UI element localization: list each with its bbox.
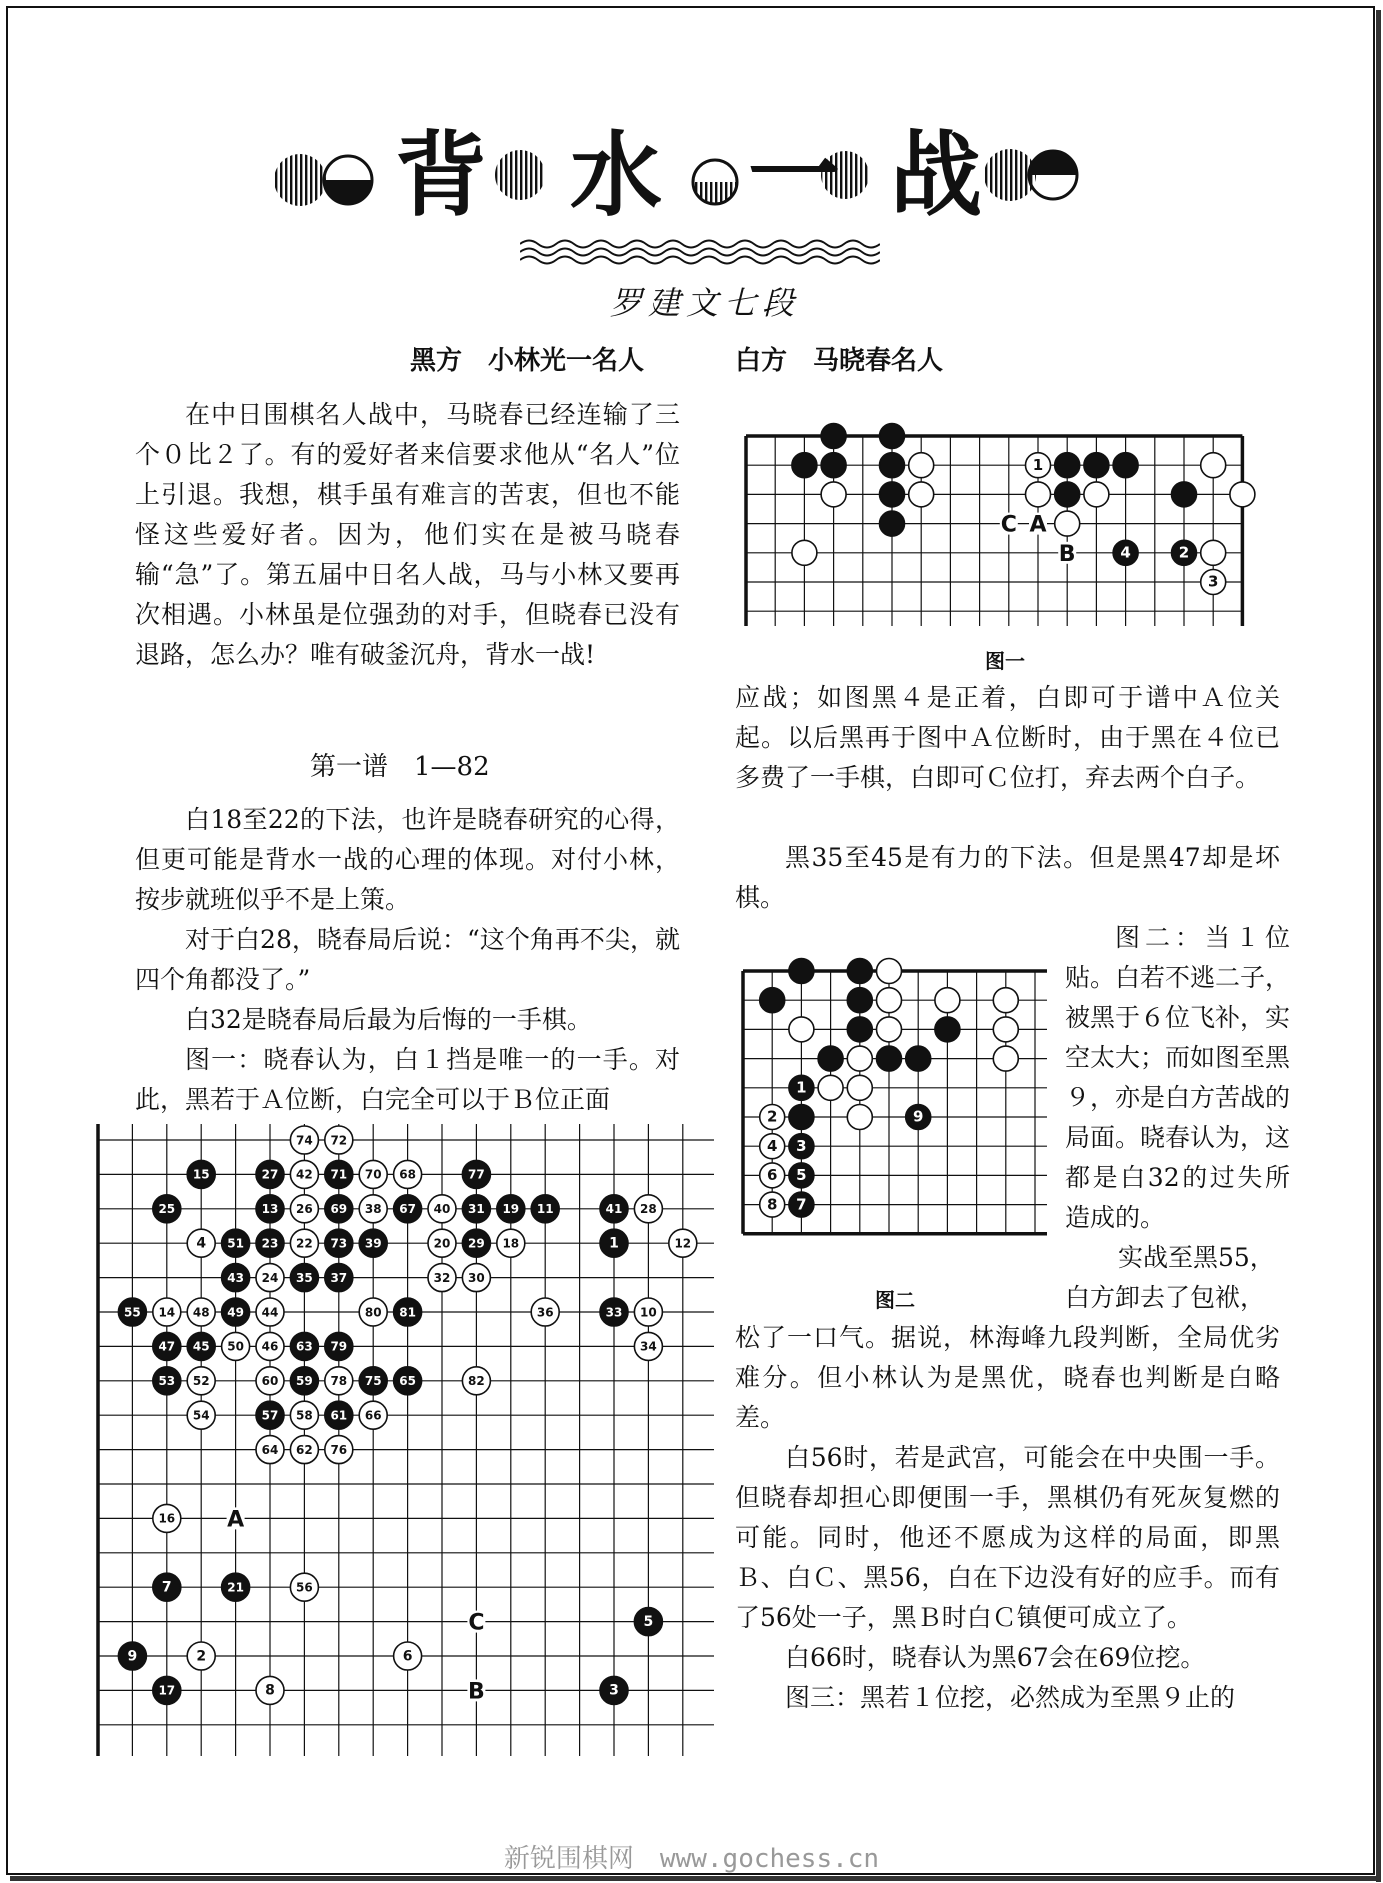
move-number: 4 — [766, 1136, 778, 1155]
move-number: 66 — [364, 1408, 382, 1423]
move-number: 11 — [536, 1202, 554, 1217]
black-stone — [290, 1264, 318, 1292]
move-number: 55 — [124, 1305, 141, 1320]
black-stone — [153, 1676, 181, 1704]
black-stone — [789, 1105, 814, 1130]
move-number: 6 — [402, 1648, 413, 1665]
white-stone — [847, 1046, 872, 1071]
move-number: 70 — [364, 1167, 382, 1182]
white-stone — [877, 959, 902, 984]
move-number: 52 — [192, 1374, 210, 1389]
white-stone — [935, 988, 960, 1013]
move-number: 56 — [296, 1580, 313, 1595]
figure-2-diagram — [735, 945, 1047, 1245]
move-number: 8 — [265, 1682, 275, 1699]
move-number: 35 — [296, 1270, 313, 1285]
black-stone — [880, 453, 905, 478]
figure-2-side-text: 图二：当１位贴。白若不逃二子，被黑于６位飞补，实空太大；而如图至黑９，亦是白方苦战的局面。晓春认为，这都是白32的过失所造成的。 — [1065, 923, 1291, 1232]
board-label: B — [1058, 541, 1076, 567]
black-stone — [600, 1229, 628, 1257]
move-number: 74 — [296, 1133, 313, 1148]
white-stone — [290, 1126, 318, 1154]
white-stone — [1026, 453, 1051, 478]
move-number: 69 — [330, 1202, 348, 1217]
black-stone — [847, 1017, 872, 1042]
white-stone — [359, 1298, 387, 1326]
move-number: 81 — [399, 1305, 416, 1320]
move-number: 36 — [536, 1305, 554, 1320]
figure-2-side-text-2: 实战至黑55， — [1118, 1243, 1275, 1272]
move-number: 3 — [796, 1136, 807, 1155]
board-label: B — [468, 1679, 485, 1705]
move-number: 16 — [158, 1511, 176, 1526]
white-stone — [993, 988, 1018, 1013]
move-number: 1 — [1032, 455, 1044, 474]
black-stone — [1055, 453, 1080, 478]
move-number: 60 — [261, 1374, 279, 1389]
move-number: 77 — [468, 1167, 485, 1182]
white-stone — [153, 1298, 181, 1326]
page-shadow-right — [1376, 10, 1381, 1882]
white-stone — [325, 1367, 353, 1395]
move-number: 72 — [330, 1133, 348, 1148]
move-number: 33 — [605, 1305, 623, 1320]
black-stone — [222, 1264, 250, 1292]
move-number: 38 — [364, 1202, 382, 1217]
black-stone — [935, 1017, 960, 1042]
commentary-paragraph-3: 白32是晓春局后最为后悔的一手棋。 — [185, 1005, 592, 1034]
black-stone — [1084, 453, 1109, 478]
white-stone — [290, 1436, 318, 1464]
move-number: 2 — [196, 1648, 207, 1665]
black-stone — [531, 1195, 559, 1223]
black-stone — [1113, 540, 1138, 565]
black-stone — [789, 1075, 814, 1100]
black-stone — [600, 1298, 628, 1326]
white-stone — [394, 1160, 422, 1188]
move-number: 63 — [296, 1339, 313, 1354]
black-stone — [906, 1105, 931, 1130]
move-number: 37 — [330, 1270, 348, 1285]
spread-title: 第一谱 1—82 — [310, 752, 490, 782]
move-number: 49 — [227, 1305, 244, 1320]
move-number: 9 — [912, 1107, 924, 1126]
right-paragraph-2: 黑35至45是有力的下法。但是黑47却是坏棋。 — [735, 843, 1280, 912]
white-stone — [462, 1367, 490, 1395]
move-number: 2 — [1178, 543, 1190, 562]
white-stone — [153, 1504, 181, 1532]
black-stone — [462, 1229, 490, 1257]
white-stone — [634, 1332, 662, 1360]
right-paragraph-6: 图三：黑若１位挖，必然成为至黑９止的 — [785, 1683, 1236, 1712]
move-number: 80 — [364, 1305, 382, 1320]
white-stone — [847, 1105, 872, 1130]
board-label: A — [1029, 512, 1047, 538]
right-paragraph-4: 白56时，若是武宫，可能会在中央围一手。但晓春却担心即便围一手，黑棋仍有死灰复燃的可能。同时，他还不愿成为这样的局面，即黑Ｂ、白Ｃ、黑56，白在下边没有好的应手。而有了56处一子，黑Ｂ时白Ｃ镇便可成立了。 — [735, 1443, 1280, 1632]
white-stone — [187, 1367, 215, 1395]
black-stone — [789, 1134, 814, 1159]
black-stone — [153, 1332, 181, 1360]
black-stone — [818, 1046, 843, 1071]
black-stone — [789, 959, 814, 984]
figure-2-after-text: 白方卸去了包袱， — [1065, 1283, 1266, 1312]
white-stone — [187, 1642, 215, 1670]
white-stone — [359, 1160, 387, 1188]
white-stone — [760, 1105, 785, 1130]
white-stone — [634, 1195, 662, 1223]
board-label: C — [1000, 512, 1017, 538]
white-stone — [1084, 482, 1109, 507]
white-stone — [256, 1298, 284, 1326]
black-stone — [222, 1298, 250, 1326]
move-number: 9 — [127, 1648, 138, 1665]
move-number: 10 — [640, 1305, 657, 1320]
move-number: 5 — [643, 1613, 654, 1630]
white-stone — [497, 1229, 525, 1257]
black-stone — [118, 1642, 146, 1670]
white-stone — [1201, 570, 1226, 595]
black-stone — [325, 1332, 353, 1360]
black-stone — [462, 1195, 490, 1223]
title-char-1: 背 — [395, 121, 488, 229]
white-stone — [760, 1134, 785, 1159]
white-stone — [847, 1075, 872, 1100]
black-stone — [877, 1046, 902, 1071]
move-number: 78 — [330, 1374, 348, 1389]
black-stone — [325, 1264, 353, 1292]
black-stone — [222, 1573, 250, 1601]
move-number: 29 — [468, 1236, 485, 1251]
black-stone — [187, 1160, 215, 1188]
black-stone — [325, 1229, 353, 1257]
white-stone — [290, 1573, 318, 1601]
black-stone — [290, 1367, 318, 1395]
white-stone — [359, 1195, 387, 1223]
article-title — [270, 120, 1090, 230]
move-number: 54 — [192, 1408, 210, 1423]
title-wave-ornament — [520, 236, 880, 266]
move-number: 26 — [296, 1202, 313, 1217]
move-number: 68 — [399, 1167, 416, 1182]
black-stone — [290, 1332, 318, 1360]
title-char-3: 一 — [748, 121, 841, 229]
black-stone — [880, 482, 905, 507]
white-stone — [222, 1332, 250, 1360]
white-stone — [256, 1332, 284, 1360]
move-number: 1 — [796, 1078, 807, 1097]
black-stone — [821, 453, 846, 478]
author-line: 罗建文七段 — [610, 284, 801, 322]
move-number: 31 — [468, 1202, 485, 1217]
move-number: 19 — [502, 1202, 520, 1217]
white-stone — [256, 1436, 284, 1464]
white-stone — [359, 1401, 387, 1429]
black-stone — [600, 1195, 628, 1223]
move-number: 48 — [192, 1305, 210, 1320]
move-number: 13 — [261, 1202, 279, 1217]
move-number: 65 — [399, 1374, 416, 1389]
white-stone — [1201, 453, 1226, 478]
move-number: 8 — [766, 1195, 778, 1214]
commentary-paragraph-4: 图一：晓春认为，白１挡是唯一的一手。对此，黑若于Ａ位断，白完全可以于Ｂ位正面 — [135, 1045, 680, 1114]
move-number: 57 — [261, 1408, 279, 1423]
black-stone — [325, 1195, 353, 1223]
move-number: 20 — [433, 1236, 451, 1251]
move-number: 64 — [261, 1442, 279, 1457]
black-stone — [256, 1195, 284, 1223]
white-stone — [760, 1192, 785, 1217]
black-stone — [325, 1401, 353, 1429]
white-stone — [669, 1229, 697, 1257]
move-number: 41 — [605, 1202, 623, 1217]
white-stone — [428, 1195, 456, 1223]
black-stone — [222, 1229, 250, 1257]
title-char-2: 水 — [570, 121, 663, 229]
move-number: 40 — [433, 1202, 451, 1217]
white-stone — [290, 1229, 318, 1257]
black-stone — [153, 1573, 181, 1601]
move-number: 28 — [640, 1202, 657, 1217]
black-stone — [256, 1229, 284, 1257]
commentary-paragraph-1: 白18至22的下法，也许是晓春研究的心得，但更可能是背水一战的心理的体现。对付小林，按步就班似乎不是上策。 — [135, 805, 680, 914]
white-stone — [256, 1367, 284, 1395]
white-stone — [634, 1298, 662, 1326]
move-number: 4 — [1120, 543, 1131, 562]
white-stone — [909, 482, 934, 507]
move-number: 34 — [640, 1339, 657, 1354]
move-number: 79 — [330, 1339, 348, 1354]
move-number: 62 — [296, 1442, 313, 1457]
black-stone — [760, 988, 785, 1013]
title-char-4: 战 — [890, 121, 983, 229]
black-stone — [359, 1367, 387, 1395]
black-stone — [256, 1160, 284, 1188]
black-stone — [394, 1367, 422, 1395]
figure-2-caption: 图二 — [875, 1288, 915, 1312]
black-stone — [1055, 482, 1080, 507]
intro-paragraph: 在中日围棋名人战中，马晓春已经连输了三个０比２了。有的爱好者来信要求他从“名人”位上引退。我想，棋手虽有难言的苦衷，但也不能怪这些爱好者。因为，他们实在是被马晓春输“急”了。第五届中日名人战，马与小林又要再次相遇。小林虽是位强劲的对手，但晓春已没有退路，怎么办？唯有破釜沉舟，背水一战! — [135, 400, 680, 669]
black-stone — [153, 1367, 181, 1395]
black-stone — [394, 1298, 422, 1326]
black-stone — [789, 1192, 814, 1217]
move-number: 3 — [1207, 572, 1219, 591]
black-stone — [325, 1160, 353, 1188]
white-stone — [290, 1401, 318, 1429]
white-stone — [1026, 482, 1051, 507]
white-stone — [1055, 511, 1080, 536]
white-stone — [531, 1298, 559, 1326]
right-paragraph-3: 松了一口气。据说，林海峰九段判断，全局优劣难分。但小林认为是黑优，晓春也判断是白略差。 — [735, 1323, 1280, 1432]
black-stone — [600, 1676, 628, 1704]
white-stone — [325, 1436, 353, 1464]
move-number: 23 — [261, 1236, 279, 1251]
move-number: 4 — [196, 1235, 207, 1252]
move-number: 50 — [227, 1339, 244, 1354]
move-number: 25 — [158, 1202, 176, 1217]
black-stone — [880, 511, 905, 536]
white-stone — [993, 1017, 1018, 1042]
black-player: 黑方 小林光一名人 — [410, 346, 645, 376]
move-number: 58 — [296, 1408, 313, 1423]
move-number: 2 — [766, 1107, 778, 1126]
move-number: 39 — [364, 1236, 382, 1251]
white-stone — [821, 482, 846, 507]
move-number: 59 — [296, 1374, 313, 1389]
black-stone — [1172, 482, 1197, 507]
white-stone — [1230, 482, 1255, 507]
black-stone — [880, 424, 905, 449]
move-number: 43 — [227, 1270, 244, 1285]
move-number: 47 — [158, 1339, 176, 1354]
white-stone — [789, 1017, 814, 1042]
move-number: 71 — [330, 1167, 348, 1182]
figure-1-diagram — [740, 408, 1266, 626]
white-player: 白方 马晓春名人 — [735, 346, 944, 376]
figure-1-caption: 图一 — [985, 649, 1025, 673]
black-stone — [187, 1332, 215, 1360]
black-stone — [1172, 540, 1197, 565]
move-number: 44 — [261, 1305, 279, 1320]
move-number: 1 — [609, 1235, 619, 1252]
move-number: 32 — [433, 1270, 451, 1285]
white-stone — [187, 1229, 215, 1257]
move-number: 7 — [796, 1195, 807, 1214]
footer-watermark: 新锐围棋网 www.gochess.cn — [503, 1844, 880, 1874]
move-number: 46 — [261, 1339, 279, 1354]
white-stone — [909, 453, 934, 478]
move-number: 75 — [364, 1374, 382, 1389]
white-stone — [187, 1298, 215, 1326]
move-number: 53 — [158, 1374, 176, 1389]
white-stone — [792, 540, 817, 565]
white-stone — [394, 1642, 422, 1670]
black-stone — [792, 453, 817, 478]
white-stone — [325, 1126, 353, 1154]
move-number: 21 — [227, 1580, 244, 1595]
black-stone — [847, 959, 872, 984]
white-stone — [256, 1264, 284, 1292]
move-number: 67 — [399, 1202, 416, 1217]
white-stone — [760, 1163, 785, 1188]
white-stone — [993, 1046, 1018, 1071]
white-stone — [428, 1264, 456, 1292]
black-stone — [847, 988, 872, 1013]
black-stone — [906, 1046, 931, 1071]
black-stone — [634, 1608, 662, 1636]
black-stone — [789, 1163, 814, 1188]
move-number: 61 — [330, 1408, 348, 1423]
move-number: 76 — [330, 1442, 348, 1457]
move-number: 22 — [296, 1236, 313, 1251]
white-stone — [877, 1017, 902, 1042]
black-stone — [462, 1160, 490, 1188]
right-paragraph-5: 白66时，晓春认为黑67会在69位挖。 — [785, 1643, 1206, 1672]
black-stone — [1113, 453, 1138, 478]
move-number: 5 — [796, 1166, 807, 1185]
white-stone — [187, 1401, 215, 1429]
commentary-paragraph-2: 对于白28，晓春局后说：“这个角再不尖，就四个角都没了。” — [135, 925, 680, 994]
board-label: A — [227, 1507, 245, 1533]
black-stone — [497, 1195, 525, 1223]
move-number: 82 — [468, 1374, 485, 1389]
black-stone — [256, 1401, 284, 1429]
black-stone — [153, 1195, 181, 1223]
move-number: 27 — [261, 1167, 279, 1182]
white-stone — [877, 988, 902, 1013]
white-stone — [462, 1264, 490, 1292]
move-number: 7 — [161, 1579, 172, 1596]
move-number: 45 — [192, 1339, 210, 1354]
move-number: 18 — [502, 1236, 520, 1251]
move-number: 12 — [674, 1236, 692, 1251]
move-number: 15 — [192, 1167, 210, 1182]
move-number: 6 — [766, 1166, 778, 1185]
move-number: 17 — [158, 1683, 176, 1698]
white-stone — [818, 1075, 843, 1100]
white-stone — [290, 1160, 318, 1188]
black-stone — [821, 424, 846, 449]
move-number: 42 — [296, 1167, 313, 1182]
main-game-diagram — [92, 1124, 714, 1756]
white-stone — [256, 1676, 284, 1704]
move-number: 30 — [468, 1270, 485, 1285]
move-number: 24 — [261, 1270, 279, 1285]
right-paragraph-1: 应战；如图黑４是正着，白即可于谱中Ａ位关起。以后黑再于图中Ａ位断时，由于黑在４位已多费了一手棋，白即可Ｃ位打，弃去两个白子。 — [735, 683, 1280, 792]
white-stone — [290, 1195, 318, 1223]
black-stone — [394, 1195, 422, 1223]
move-number: 51 — [227, 1236, 244, 1251]
white-stone — [1201, 540, 1226, 565]
move-number: 3 — [609, 1682, 619, 1699]
move-number: 73 — [330, 1236, 348, 1251]
white-stone — [428, 1229, 456, 1257]
move-number: 14 — [158, 1305, 176, 1320]
page-shadow-bottom — [10, 1876, 1381, 1881]
black-stone — [118, 1298, 146, 1326]
board-label: C — [468, 1610, 485, 1636]
black-stone — [359, 1229, 387, 1257]
